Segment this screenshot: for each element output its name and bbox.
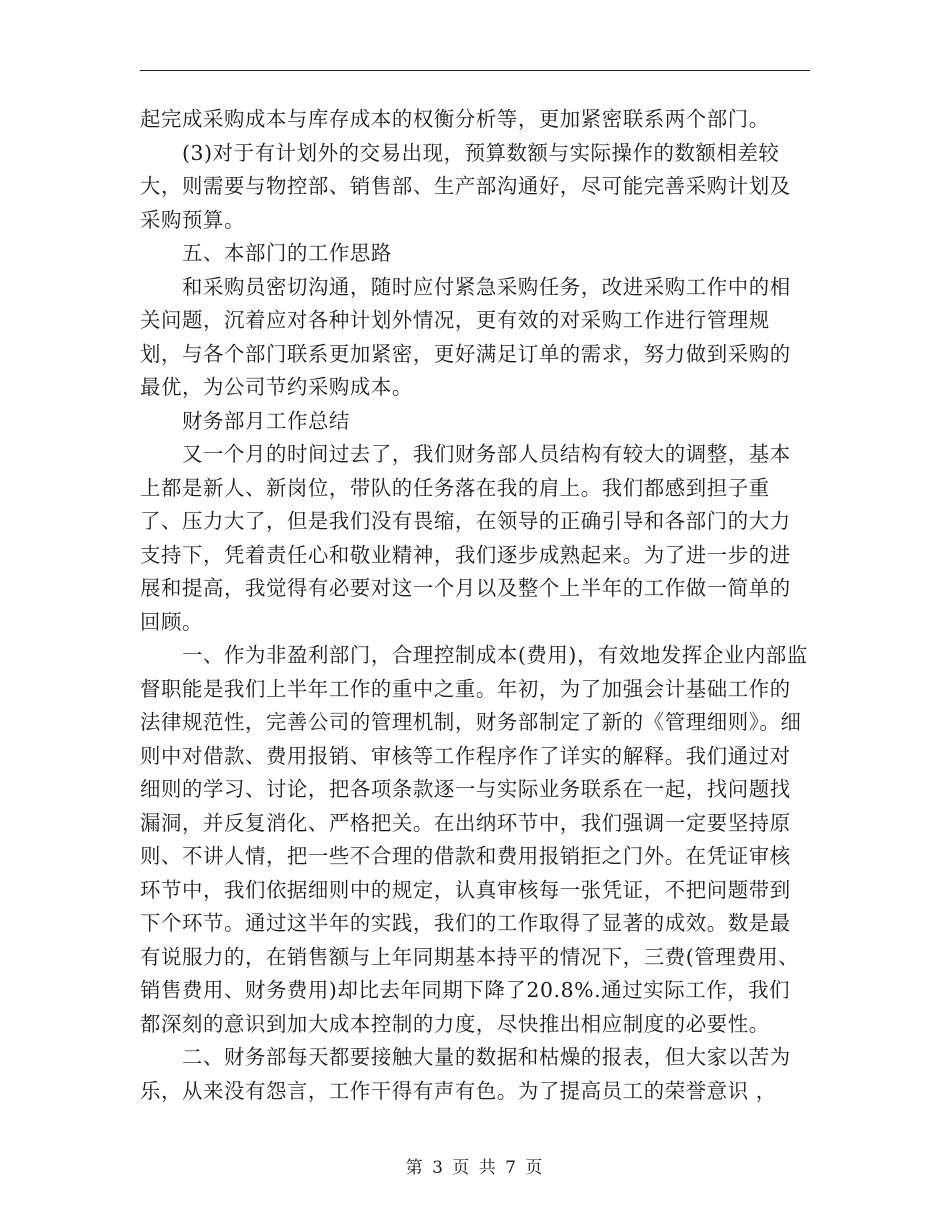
paragraph: 起完成采购成本与库存成本的权衡分析等，更加紧密联系两个部门。: [140, 107, 770, 131]
document-body: [140, 103, 810, 1108]
section-heading: 五、本部门的工作思路: [182, 241, 392, 265]
paragraph: 和采购员密切沟通，随时应付紧急采购任务，改进采购工作中的相关问题，沉着应对各种计划外情况，更有效的对采购工作进行管理规划，与各个部门联系更加紧密，更好满足订单的需求，努力做到采购的最优，为公司节约采购成本。: [140, 274, 791, 399]
paragraph: 二、财务部每天都要接触大量的数据和枯燥的报表，但大家以苦为乐，从来没有怨言，工作干得有声有色。为了提高员工的荣誉意识 ，: [140, 1045, 791, 1103]
paragraph: 又一个月的时间过去了，我们财务部人员结构有较大的调整，基本上都是新人、新岗位，带队的任务落在我的肩上。我们都感到担子重了、压力大了，但是我们没有畏缩，在领导的正确引导和各部门的大力支持下，凭着责任心和敬业精神，我们逐步成熟起来。为了进一步的进展和提高，我觉得有必要对这一个月以及整个上半年的工作做一简单的回顾。: [140, 442, 791, 634]
document-title: 财务部月工作总结: [182, 408, 350, 433]
paragraph: 一、作为非盈利部门，合理控制成本(费用)，有效地发挥企业内部监督职能是我们上半年工作的重中之重。年初，为了加强会计基础工作的法律规范性，完善公司的管理机制，财务部制定了新的《管理细则》。细则中对借款、费用报销、审核等工作程序作了详实的解释。我们通过对细则的学习、讨论，把各项条款逐一与实际业务联系在一起，找问题找漏洞，并反复消化、严格把关。在出纳环节中，我们强调一定要坚持原则、不讲人情，把一些不合理的借款和费用报销拒之门外。在凭证审核环节中，我们依据细则中的规定，认真审核每一张凭证，不把问题带到下个环节。通过这半年的实践，我们的工作取得了显著的成效。数是最有说服力的，在销售额与上年同期基本持平的情况下，三费(管理费用、销售费用、财务费用)却比去年同期下降了20.8%.通过实际工作，我们都深刻的意识到加大成本控制的力度，尽快推出相应制度的必要性。: [140, 643, 808, 1036]
header-rule: [140, 70, 810, 71]
paragraph: (3)对于有计划外的交易出现，预算数额与实际操作的数额相差较大，则需要与物控部、销售部、生产部沟通好，尽可能完善采购计划及采购预算。: [140, 140, 791, 232]
page-number-footer: 第 3 页 共 7 页: [405, 1158, 545, 1178]
